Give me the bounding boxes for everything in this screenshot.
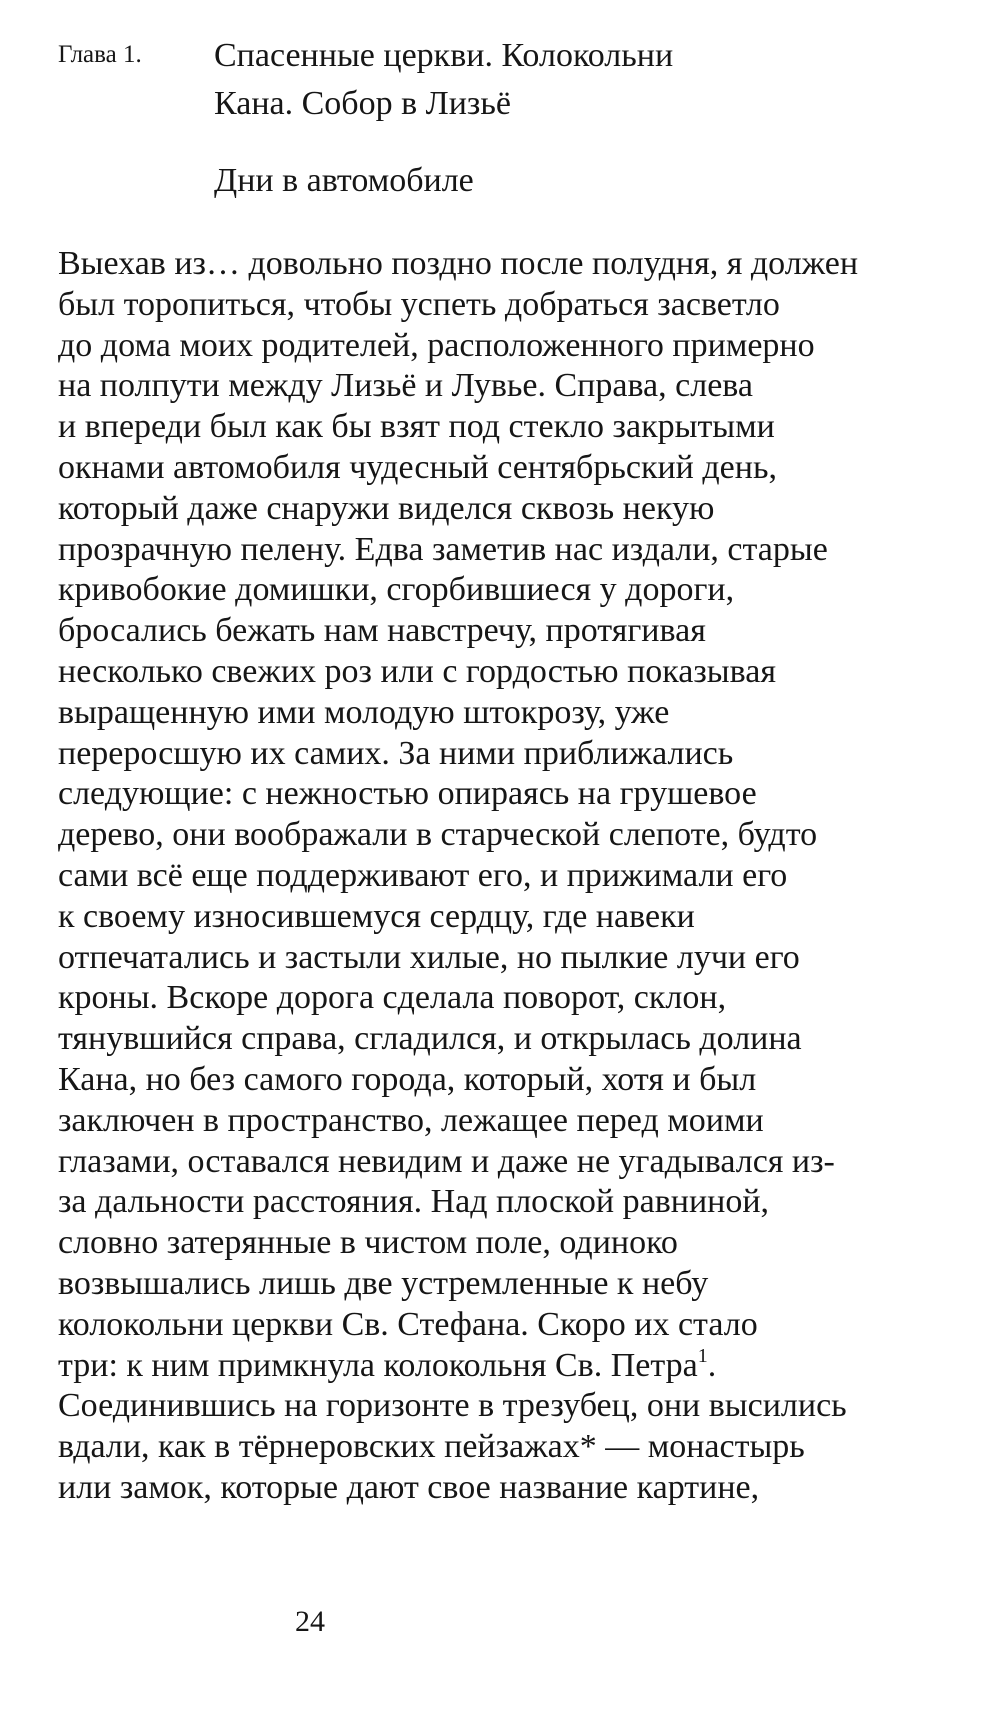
- text-line: колокольни церкви Св. Стефана. Скоро их стало: [58, 1305, 758, 1343]
- text-line: заключен в пространство, лежащее перед моими: [58, 1101, 764, 1139]
- text-line-with-footnote: [58, 1346, 978, 1387]
- text-fragment: три: к ним примкнула колокольня Св. Петра: [58, 1346, 698, 1384]
- text-line: Соединившись на горизонте в трезубец, они высились: [58, 1387, 847, 1425]
- text-line: следующие: с нежностью опираясь на грушевое: [58, 775, 757, 813]
- text-line: окнами автомобиля чудесный сентябрьский день,: [58, 448, 777, 486]
- text-fragment: .: [707, 1346, 717, 1384]
- text-line: вдали, как в тёрнеровских пейзажах* — монастырь: [58, 1428, 805, 1466]
- section-heading: Дни в автомобиле: [214, 162, 474, 199]
- text-line: бросались бежать нам навстречу, протягивая: [58, 612, 706, 650]
- text-line: за дальности расстояния. Над плоской равниной,: [58, 1183, 770, 1221]
- chapter-title-line: Спасенные церкви. Колокольни: [214, 37, 674, 74]
- text-line: словно затерянные в чистом поле, одиноко: [58, 1224, 678, 1262]
- text-line: кроны. Вскоре дорога сделала поворот, склон,: [58, 979, 727, 1017]
- body-text: [58, 244, 978, 1509]
- text-line: сами всё еще поддерживают его, и прижимали его: [58, 856, 788, 894]
- text-line: или замок, которые дают свое название картине,: [58, 1468, 760, 1506]
- text-line: до дома моих родителей, расположенного примерно: [58, 326, 815, 364]
- page-number: 24: [295, 1605, 325, 1638]
- text-line: выращенную ими молодую штокрозу, уже: [58, 693, 670, 731]
- text-line: Выехав из… довольно поздно после полудня, я должен: [58, 245, 859, 282]
- text-line: был торопиться, чтобы успеть добраться засветло: [58, 285, 780, 323]
- text-line: и впереди был как бы взят под стекло закрытыми: [58, 408, 775, 446]
- text-line: возвышались лишь две устремленные к небу: [58, 1264, 709, 1302]
- text-line: переросшую их самих. За ними приближались: [58, 734, 734, 772]
- text-line: тянувшийся справа, сгладился, и открылась долина: [58, 1020, 802, 1058]
- text-line: несколько свежих роз или с гордостью показывая: [58, 652, 776, 690]
- text-line: глазами, оставался невидим и даже не угадывался из-: [58, 1142, 835, 1180]
- chapter-title: [214, 32, 954, 128]
- footnote-marker[interactable]: 1: [697, 1344, 708, 1367]
- chapter-label: Глава 1.: [58, 41, 142, 68]
- text-line: к своему износившемуся сердцу, где навеки: [58, 897, 695, 935]
- text-line: Кана, но без самого города, который, хотя и был: [58, 1060, 757, 1098]
- text-line: кривобокие домишки, сгорбившиеся у дороги,: [58, 571, 735, 609]
- text-line: на полпути между Лизьё и Лувье. Справа, слева: [58, 367, 753, 405]
- text-line: прозрачную пелену. Едва заметив нас издали, старые: [58, 530, 828, 568]
- text-line: отпечатались и застыли хилые, но пылкие лучи его: [58, 938, 800, 976]
- chapter-title-line: Кана. Собор в Лизьё: [214, 85, 511, 122]
- text-line: дерево, они воображали в старческой слепоте, будто: [58, 816, 818, 854]
- text-line: который даже снаружи виделся сквозь некую: [58, 489, 715, 527]
